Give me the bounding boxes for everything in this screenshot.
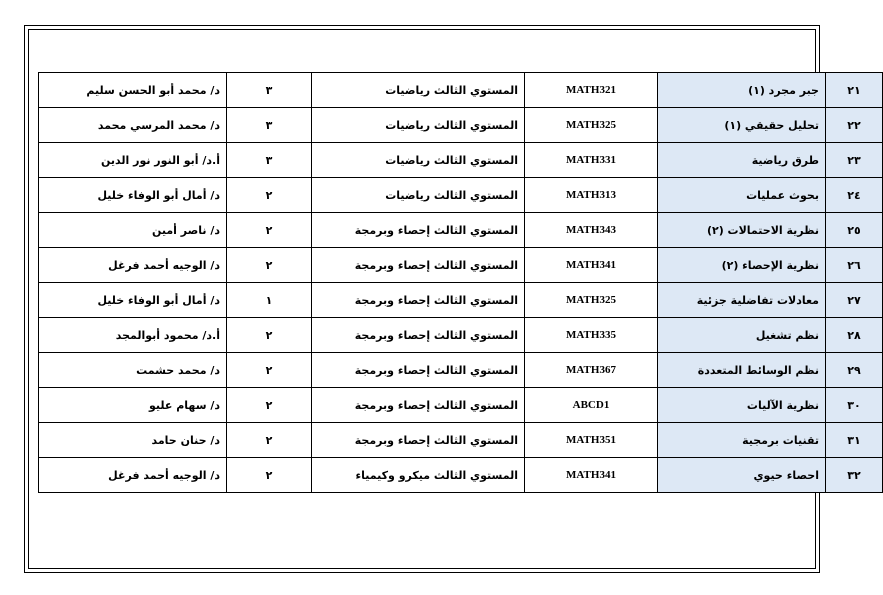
credit-hours: ٢ <box>227 248 312 283</box>
course-code: MATH325 <box>525 108 658 143</box>
course-name: تقنيات برمجية <box>658 423 826 458</box>
row-number: ٢٦ <box>826 248 883 283</box>
row-number: ٢٨ <box>826 318 883 353</box>
instructor-name: أ.د/ أبو النور نور الدين <box>39 143 227 178</box>
instructor-name: د/ أمال أبو الوفاء خليل <box>39 178 227 213</box>
course-level: المستوي الثالث إحصاء وبرمجة <box>312 318 525 353</box>
course-code: MATH325 <box>525 283 658 318</box>
row-number: ٢٢ <box>826 108 883 143</box>
course-name: بحوث عمليات <box>658 178 826 213</box>
course-code: MATH343 <box>525 213 658 248</box>
course-name: نظرية الاحتمالات (٢) <box>658 213 826 248</box>
credit-hours: ٢ <box>227 388 312 423</box>
instructor-name: د/ محمد حشمت <box>39 353 227 388</box>
table-row <box>39 353 883 388</box>
row-number: ٢٤ <box>826 178 883 213</box>
course-level: المستوي الثالث رياضيات <box>312 143 525 178</box>
credit-hours: ٣ <box>227 143 312 178</box>
credit-hours: ٢ <box>227 458 312 493</box>
course-code: MATH321 <box>525 73 658 108</box>
course-name: نظرية الآليات <box>658 388 826 423</box>
table-row <box>39 108 883 143</box>
course-level: المستوي الثالث إحصاء وبرمجة <box>312 423 525 458</box>
course-name: نظم تشغيل <box>658 318 826 353</box>
credit-hours: ٢ <box>227 213 312 248</box>
credit-hours: ٢ <box>227 353 312 388</box>
course-code: MATH341 <box>525 248 658 283</box>
table-body <box>39 73 883 493</box>
row-number: ٢٣ <box>826 143 883 178</box>
instructor-name: د/ محمد المرسي محمد <box>39 108 227 143</box>
course-schedule-table <box>38 72 883 493</box>
row-number: ٣٢ <box>826 458 883 493</box>
course-level: المستوي الثالث رياضيات <box>312 108 525 143</box>
table-row <box>39 248 883 283</box>
table-row <box>39 423 883 458</box>
course-code: MATH367 <box>525 353 658 388</box>
table-row <box>39 283 883 318</box>
course-level: المستوي الثالث رياضيات <box>312 73 525 108</box>
table-row <box>39 73 883 108</box>
row-number: ٢١ <box>826 73 883 108</box>
course-level: المستوي الثالث إحصاء وبرمجة <box>312 388 525 423</box>
credit-hours: ١ <box>227 283 312 318</box>
course-name: طرق رياضية <box>658 143 826 178</box>
row-number: ٢٥ <box>826 213 883 248</box>
course-code: MATH313 <box>525 178 658 213</box>
instructor-name: د/ حنان حامد <box>39 423 227 458</box>
instructor-name: أ.د/ محمود أبوالمجد <box>39 318 227 353</box>
course-name: جبر مجرد (١) <box>658 73 826 108</box>
course-code: MATH331 <box>525 143 658 178</box>
credit-hours: ٢ <box>227 423 312 458</box>
row-number: ٣٠ <box>826 388 883 423</box>
credit-hours: ٢ <box>227 318 312 353</box>
row-number: ٣١ <box>826 423 883 458</box>
table-row <box>39 178 883 213</box>
course-code: MATH341 <box>525 458 658 493</box>
credit-hours: ٣ <box>227 108 312 143</box>
course-level: المستوي الثالث إحصاء وبرمجة <box>312 283 525 318</box>
table-row <box>39 458 883 493</box>
row-number: ٢٩ <box>826 353 883 388</box>
course-level: المستوي الثالث إحصاء وبرمجة <box>312 353 525 388</box>
course-name: نظرية الإحصاء (٢) <box>658 248 826 283</box>
table-row <box>39 143 883 178</box>
course-level: المستوي الثالث رياضيات <box>312 178 525 213</box>
course-level: المستوي الثالث ميكرو وكيمياء <box>312 458 525 493</box>
course-name: تحليل حقيقي (١) <box>658 108 826 143</box>
course-code: ABCD1 <box>525 388 658 423</box>
course-code: MATH335 <box>525 318 658 353</box>
credit-hours: ٣ <box>227 73 312 108</box>
instructor-name: د/ أمال أبو الوفاء خليل <box>39 283 227 318</box>
instructor-name: د/ محمد أبو الحسن سليم <box>39 73 227 108</box>
course-code: MATH351 <box>525 423 658 458</box>
credit-hours: ٢ <box>227 178 312 213</box>
instructor-name: د/ الوجيه أحمد فرغل <box>39 248 227 283</box>
instructor-name: د/ ناصر أمين <box>39 213 227 248</box>
table-row <box>39 213 883 248</box>
course-name: نظم الوسائط المتعددة <box>658 353 826 388</box>
course-level: المستوي الثالث إحصاء وبرمجة <box>312 248 525 283</box>
table-row <box>39 388 883 423</box>
table-row <box>39 318 883 353</box>
course-name: احصاء حيوي <box>658 458 826 493</box>
row-number: ٢٧ <box>826 283 883 318</box>
course-name: معادلات تفاضلية جزئية <box>658 283 826 318</box>
instructor-name: د/ الوجيه أحمد فرغل <box>39 458 227 493</box>
instructor-name: د/ سهام عليو <box>39 388 227 423</box>
course-level: المستوي الثالث إحصاء وبرمجة <box>312 213 525 248</box>
